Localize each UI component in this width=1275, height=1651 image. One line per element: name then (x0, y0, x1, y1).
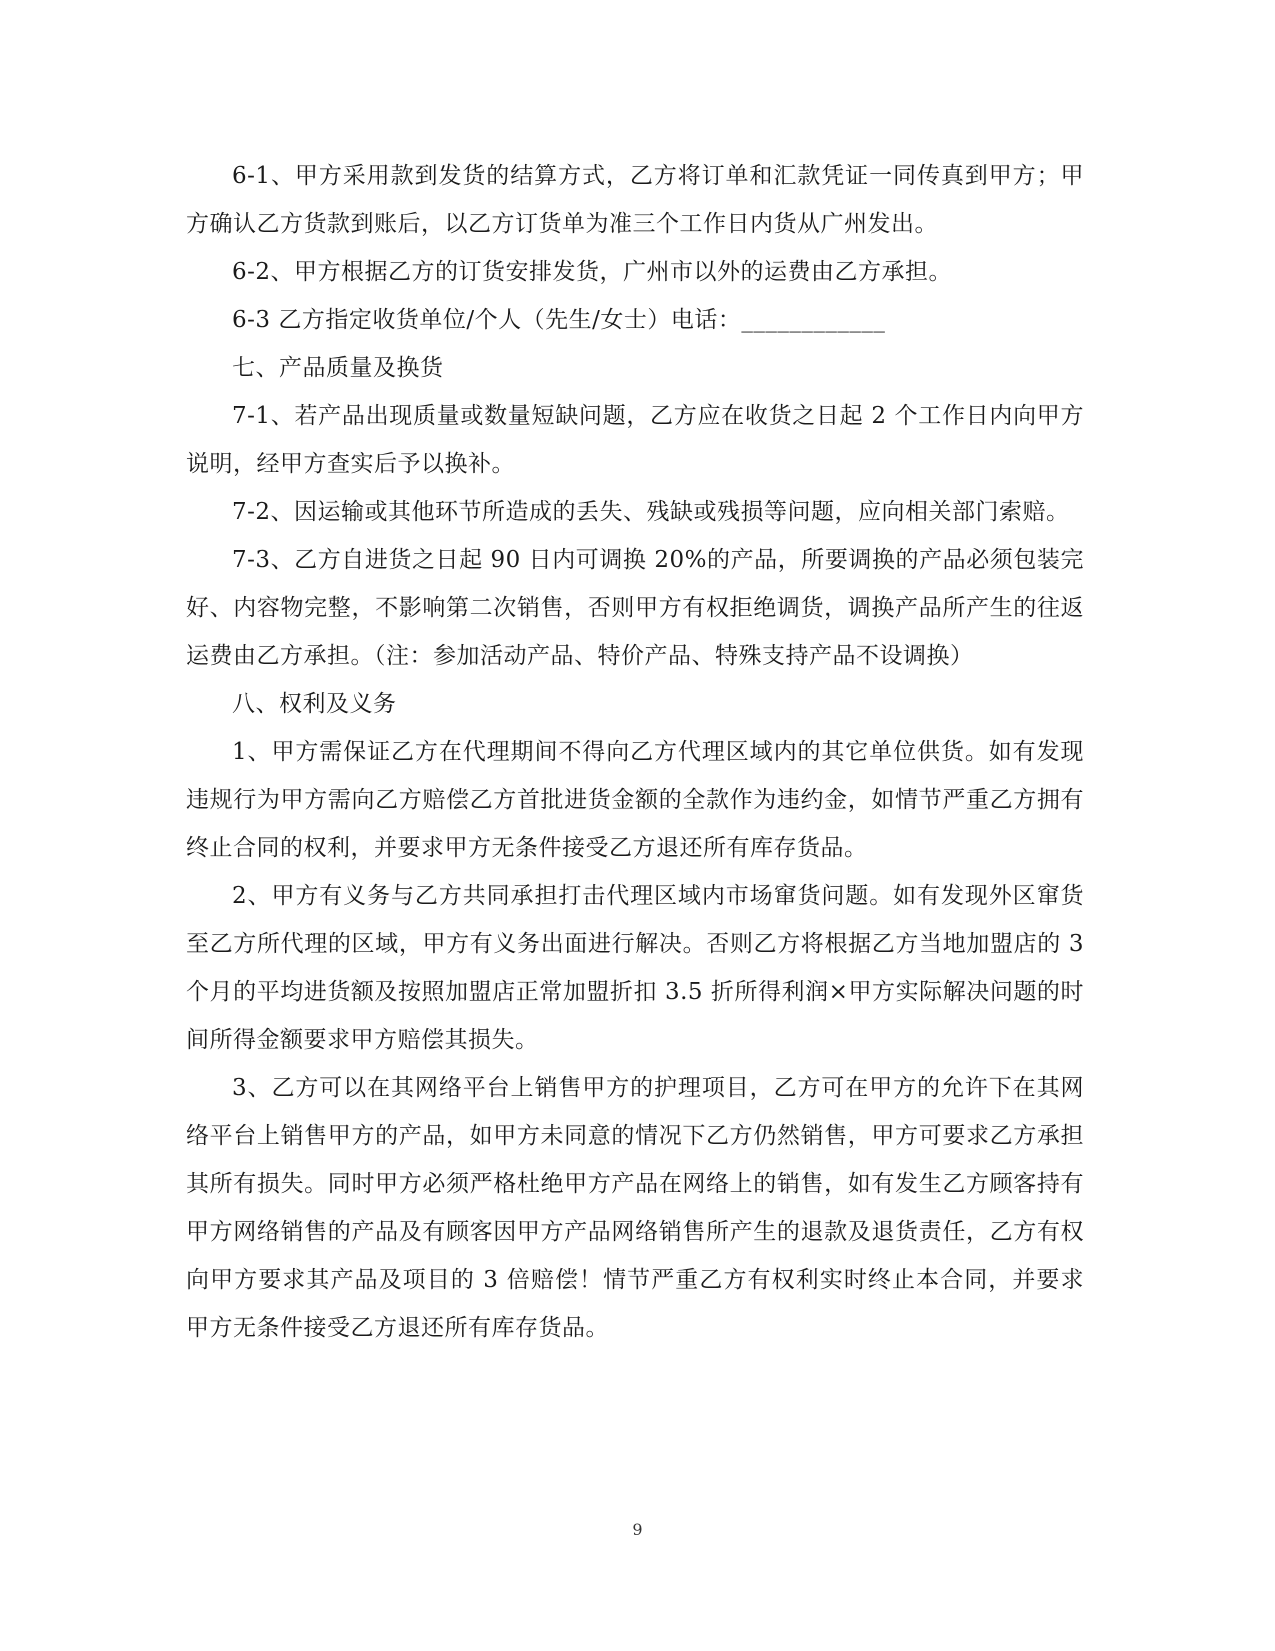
section-heading-8: 八、权利及义务 (232, 691, 397, 717)
paragraph-7-3: 7-3、乙方自进货之日起 90 日内可调换 20%的产品，所要调换的产品必须包装完好、内容物完整，不影响第二次销售，否则甲方有权拒绝调货，调换产品所产生的往返运费由乙方承担。（注：参加活动产品、特价产品、特殊支持产品不设调换） (186, 547, 1084, 669)
paragraph-8-2: 2、甲方有义务与乙方共同承担打击代理区域内市场窜货问题。如有发现外区窜货至乙方所代理的区域，甲方有义务出面进行解决。否则乙方将根据乙方当地加盟店的 3 个月的平均进货额及按照加盟店正常加盟折扣 3.5 折所得利润×甲方实际解决问题的时间所得金额要求甲方赔偿其损失。 (186, 883, 1084, 1053)
paragraph-6-3: 6-3 乙方指定收货单位/个人（先生/女士）电话：____________ (232, 307, 886, 333)
paragraph-8-3: 3、乙方可以在其网络平台上销售甲方的护理项目，乙方可在甲方的允许下在其网络平台上销售甲方的产品，如甲方未同意的情况下乙方仍然销售，甲方可要求乙方承担其所有损失。同时甲方必须严格杜绝甲方产品在网络上的销售，如有发生乙方顾客持有甲方网络销售的产品及有顾客因甲方产品网络销售所产生的退款及退货责任，乙方有权向甲方要求其产品及项目的 3 倍赔偿！情节严重乙方有权利实时终止本合同，并要求甲方无条件接受乙方退还所有库存货品。 (186, 1075, 1084, 1341)
paragraph-7-2: 7-2、因运输或其他环节所造成的丢失、残缺或残损等问题，应向相关部门索赔。 (232, 499, 1070, 525)
paragraph-7-1: 7-1、若产品出现质量或数量短缺问题，乙方应在收货之日起 2 个工作日内向甲方说明，经甲方查实后予以换补。 (186, 403, 1084, 477)
paragraph-6-2: 6-2、甲方根据乙方的订货安排发货，广州市以外的运费由乙方承担。 (232, 259, 953, 285)
document-body (186, 152, 1084, 1352)
section-heading-7: 七、产品质量及换货 (232, 355, 444, 381)
paragraph-8-1: 1、甲方需保证乙方在代理期间不得向乙方代理区域内的其它单位供货。如有发现违规行为甲方需向乙方赔偿乙方首批进货金额的全款作为违约金，如情节严重乙方拥有终止合同的权利，并要求甲方无条件接受乙方退还所有库存货品。 (186, 739, 1084, 861)
paragraph-6-1: 6-1、甲方采用款到发货的结算方式，乙方将订单和汇款凭证一同传真到甲方；甲方确认乙方货款到账后，以乙方订货单为准三个工作日内货从广州发出。 (186, 163, 1084, 237)
page-number: 9 (632, 1520, 643, 1539)
